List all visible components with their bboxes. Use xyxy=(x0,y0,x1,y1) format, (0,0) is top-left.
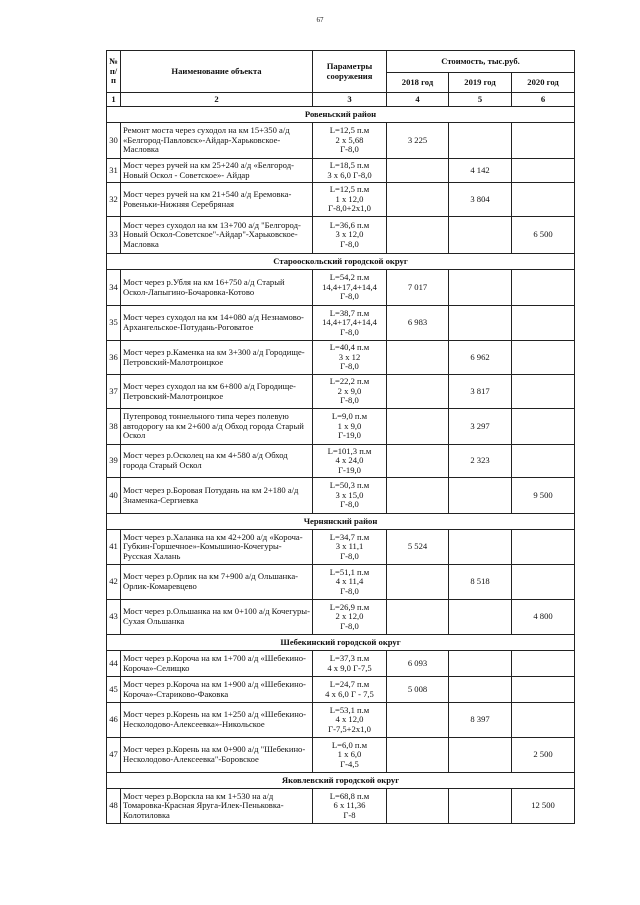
cost-2020: 12 500 xyxy=(512,789,575,824)
row-number: 32 xyxy=(107,183,121,217)
table-row xyxy=(107,703,575,738)
param-line: L=38,7 п.м xyxy=(329,307,370,318)
object-name: Мост через ручей на км 21+540 а/д Еремовка-Ровеньки-Нижняя Серебряная xyxy=(121,183,313,217)
object-params xyxy=(313,409,387,445)
cost-2020 xyxy=(512,409,575,445)
header-cost: Стоимость, тыс.руб. xyxy=(387,51,575,73)
param-line: 1 х 9,0 xyxy=(337,420,362,431)
section-header-row xyxy=(107,635,575,651)
object-name: Путепровод тоннельного типа через полевую автодорогу на км 2+600 а/д Обход города Старый Оскол xyxy=(121,409,313,445)
cost-2020 xyxy=(512,530,575,565)
cost-2019 xyxy=(449,270,512,306)
param-line: 4 х 11,4 xyxy=(335,576,364,587)
table-row xyxy=(107,677,575,703)
row-number: 42 xyxy=(107,565,121,600)
object-name: Мост через р.Короча на км 1+700 а/д «Шебекино-Короча»-Селищко xyxy=(121,651,313,677)
table-row xyxy=(107,478,575,514)
row-number: 34 xyxy=(107,270,121,306)
cost-2020 xyxy=(512,375,575,409)
param-line: 1 х 6,0 xyxy=(337,749,362,760)
column-number: 3 xyxy=(313,93,387,107)
param-line: L=26,9 п.м xyxy=(329,601,370,612)
table-body xyxy=(107,93,575,824)
cost-2018 xyxy=(387,159,449,183)
param-line: 4 х 24,0 xyxy=(335,455,364,466)
object-params xyxy=(313,478,387,514)
column-number: 4 xyxy=(387,93,449,107)
param-line: 3 х 15,0 xyxy=(335,489,364,500)
object-params xyxy=(313,445,387,478)
object-params xyxy=(313,530,387,565)
row-number: 47 xyxy=(107,738,121,773)
cost-2019: 3 804 xyxy=(449,183,512,217)
param-line: L=37,3 п.м xyxy=(329,652,370,663)
section-header-row xyxy=(107,107,575,123)
table-row xyxy=(107,651,575,677)
param-line: L=6,0 п.м xyxy=(331,739,368,750)
param-line: Г-4,5 xyxy=(340,758,359,769)
object-name: Мост через р.Орлик на км 7+900 а/д Ольшанка-Орлик-Комаревцево xyxy=(121,565,313,600)
object-params xyxy=(313,651,387,677)
cost-2020 xyxy=(512,123,575,159)
cost-2018 xyxy=(387,703,449,738)
cost-2018: 6 093 xyxy=(387,651,449,677)
header-params: Параметры сооружения xyxy=(313,51,387,93)
object-params xyxy=(313,677,387,703)
row-number: 48 xyxy=(107,789,121,824)
param-line: L=54,2 п.м xyxy=(329,272,370,283)
cost-2020 xyxy=(512,565,575,600)
object-name: Мост через р.Осколец на км 4+580 а/д Обход города Старый Оскол xyxy=(121,445,313,478)
cost-2019 xyxy=(449,738,512,773)
cost-2020: 6 500 xyxy=(512,217,575,254)
cost-2019: 8 518 xyxy=(449,565,512,600)
cost-2019 xyxy=(449,217,512,254)
cost-2018 xyxy=(387,565,449,600)
cost-2020 xyxy=(512,703,575,738)
object-params xyxy=(313,306,387,341)
object-name: Мост через р.Корень на км 1+250 а/д «Шебекино-Несколодово-Алексеевка»-Никольское xyxy=(121,703,313,738)
table-row xyxy=(107,159,575,183)
object-params xyxy=(313,703,387,738)
param-line: L=24,7 п.м xyxy=(329,678,370,689)
param-line: 14,4+17,4+14,4 xyxy=(322,317,377,328)
param-line: Г-8,0 xyxy=(340,585,359,596)
table-row xyxy=(107,738,575,773)
param-line: Г-8,0 xyxy=(340,499,359,510)
param-line: 4 х 9,0 Г-7,5 xyxy=(327,662,372,673)
cost-2018 xyxy=(387,445,449,478)
section-title: Шебекинский городской округ xyxy=(107,635,575,651)
param-line: Г-8,0 xyxy=(340,620,359,631)
row-number: 36 xyxy=(107,341,121,375)
cost-2020: 4 800 xyxy=(512,600,575,635)
cost-2018 xyxy=(387,789,449,824)
table-row xyxy=(107,530,575,565)
param-line: Г-19,0 xyxy=(338,464,361,475)
cost-2019: 8 397 xyxy=(449,703,512,738)
cost-2020: 9 500 xyxy=(512,478,575,514)
object-name: Мост через р.Корень на км 0+900 а/д "Шебекино-Несколодово-Алексеевка"-Боровское xyxy=(121,738,313,773)
param-line: 4 х 6,0 Г - 7,5 xyxy=(325,688,374,699)
param-line: L=36,6 п.м xyxy=(329,219,370,230)
param-line: L=12,5 п.м xyxy=(329,125,370,136)
object-params xyxy=(313,270,387,306)
row-number: 31 xyxy=(107,159,121,183)
cost-2018 xyxy=(387,217,449,254)
header-year-2020: 2020 год xyxy=(512,73,575,93)
cost-2020 xyxy=(512,183,575,217)
cost-2018 xyxy=(387,738,449,773)
cost-2019 xyxy=(449,651,512,677)
row-number: 33 xyxy=(107,217,121,254)
object-params xyxy=(313,341,387,375)
cost-2020: 2 500 xyxy=(512,738,575,773)
cost-2019: 4 142 xyxy=(449,159,512,183)
section-title: Старооскольский городской округ xyxy=(107,254,575,270)
cost-2018 xyxy=(387,600,449,635)
param-line: L=22,2 п.м xyxy=(329,376,370,387)
row-number: 45 xyxy=(107,677,121,703)
param-line: 1 х 12,0 xyxy=(335,193,364,204)
section-title: Ровеньский район xyxy=(107,107,575,123)
table-row xyxy=(107,409,575,445)
param-line: 3 х 11,1 xyxy=(335,541,364,552)
cost-2018: 3 225 xyxy=(387,123,449,159)
table-row xyxy=(107,375,575,409)
param-line: 2 х 5,68 xyxy=(335,134,364,145)
cost-2018 xyxy=(387,341,449,375)
row-number: 46 xyxy=(107,703,121,738)
object-name: Мост через суходол на км 6+800 а/д Городище-Петровский-Малотроицкое xyxy=(121,375,313,409)
cost-2018 xyxy=(387,478,449,514)
param-line: 6 х 11,36 xyxy=(333,800,366,811)
header-name: Наименование объекта xyxy=(121,51,313,93)
section-title: Яковлевский городской округ xyxy=(107,773,575,789)
table-row xyxy=(107,306,575,341)
param-line: L=68,8 п.м xyxy=(329,790,370,801)
header-num: № п/п xyxy=(107,51,121,93)
cost-2018 xyxy=(387,375,449,409)
cost-2020 xyxy=(512,270,575,306)
cost-2020 xyxy=(512,651,575,677)
param-line: Г-8,0 xyxy=(340,395,359,406)
param-line: Г-8,0 xyxy=(340,238,359,249)
param-line: Г-8,0+2х1,0 xyxy=(328,203,371,214)
object-params xyxy=(313,565,387,600)
object-name: Мост через р.Убля на км 16+750 а/д Старый Оскол-Лапыгино-Бочаровка-Котово xyxy=(121,270,313,306)
bridges-cost-table xyxy=(106,50,575,824)
cost-2018: 5 008 xyxy=(387,677,449,703)
param-line: L=9,0 п.м xyxy=(331,411,368,422)
param-line: L=53,1 п.м xyxy=(329,704,370,715)
cost-2020 xyxy=(512,306,575,341)
param-line: L=12,5 п.м xyxy=(329,184,370,195)
page-number: 67 xyxy=(316,16,324,24)
object-params xyxy=(313,217,387,254)
table-row xyxy=(107,270,575,306)
header-year-2019: 2019 год xyxy=(449,73,512,93)
row-number: 39 xyxy=(107,445,121,478)
row-number: 30 xyxy=(107,123,121,159)
object-params xyxy=(313,183,387,217)
cost-2019: 3 817 xyxy=(449,375,512,409)
row-number: 43 xyxy=(107,600,121,635)
cost-2019 xyxy=(449,123,512,159)
cost-2018: 7 017 xyxy=(387,270,449,306)
table-row xyxy=(107,341,575,375)
object-name: Мост через суходол на км 14+080 а/д Незнамово-Архангельское-Потудань-Роговатое xyxy=(121,306,313,341)
param-line: 2 х 12,0 xyxy=(335,611,364,622)
table-row xyxy=(107,789,575,824)
param-line: L=51,1 п.м xyxy=(329,566,370,577)
param-line: Г-19,0 xyxy=(338,430,361,441)
column-numbers-row xyxy=(107,93,575,107)
table-row xyxy=(107,183,575,217)
cost-2020 xyxy=(512,341,575,375)
table-row xyxy=(107,445,575,478)
param-line: 14,4+17,4+14,4 xyxy=(322,281,377,292)
cost-2019 xyxy=(449,789,512,824)
cost-2019 xyxy=(449,306,512,341)
cost-2019: 2 323 xyxy=(449,445,512,478)
param-line: Г-8,0 xyxy=(340,361,359,372)
column-number: 2 xyxy=(121,93,313,107)
object-params xyxy=(313,123,387,159)
object-params xyxy=(313,789,387,824)
object-name: Мост через р.Короча на км 1+900 а/д «Шебекино-Короча»-Стариково-Факовка xyxy=(121,677,313,703)
cost-2019: 6 962 xyxy=(449,341,512,375)
cost-2018 xyxy=(387,183,449,217)
cost-2019: 3 297 xyxy=(449,409,512,445)
section-title: Чернянский район xyxy=(107,514,575,530)
param-line: L=40,4 п.м xyxy=(329,342,370,353)
param-line: Г-8,0 xyxy=(340,291,359,302)
row-number: 44 xyxy=(107,651,121,677)
param-line: L=50,3 п.м xyxy=(329,480,370,491)
object-name: Мост через р.Боровая Потудань на км 2+180 а/д Знаменка-Сергиевка xyxy=(121,478,313,514)
object-params xyxy=(313,159,387,183)
param-line: 4 х 12,0 xyxy=(335,714,364,725)
cost-2019 xyxy=(449,530,512,565)
param-line: L=34,7 п.м xyxy=(329,531,370,542)
section-header-row xyxy=(107,514,575,530)
table-row xyxy=(107,565,575,600)
cost-2018: 6 983 xyxy=(387,306,449,341)
section-header-row xyxy=(107,773,575,789)
row-number: 38 xyxy=(107,409,121,445)
object-name: Мост через ручей на км 25+240 а/д «Белгород-Новый Оскол - Советское»- Айдар xyxy=(121,159,313,183)
param-line: 3 х 12 xyxy=(338,351,361,362)
object-name: Мост через суходол на км 13+700 а/д "Белгород-Новый Оскол-Советское"-Айдар"-Харьковское-Масловка xyxy=(121,217,313,254)
column-number: 1 xyxy=(107,93,121,107)
cost-2020 xyxy=(512,445,575,478)
cost-2019 xyxy=(449,600,512,635)
param-line: L=18,5 п.м xyxy=(329,159,370,170)
object-name: Мост через р.Ольшанка на км 0+100 а/д Кочегуры-Сухая Ольшанка xyxy=(121,600,313,635)
object-params xyxy=(313,600,387,635)
cost-2018 xyxy=(387,409,449,445)
cost-2018: 5 524 xyxy=(387,530,449,565)
param-line: Г-8 xyxy=(343,809,356,820)
section-header-row xyxy=(107,254,575,270)
param-line: 3 х 12,0 xyxy=(335,229,364,240)
object-name: Мост через р.Халанка на км 42+200 а/д «Короча-Губкин-Горшечное»-Комышино-Кочегуры-Русская Халань xyxy=(121,530,313,565)
param-line: Г-8,0 xyxy=(340,550,359,561)
row-number: 41 xyxy=(107,530,121,565)
row-number: 37 xyxy=(107,375,121,409)
table-row xyxy=(107,600,575,635)
row-number: 35 xyxy=(107,306,121,341)
object-name: Мост через р.Ворскла на км 1+530 на а/д Томаровка-Красная Яруга-Илек-Пеньковка-Колотиловка xyxy=(121,789,313,824)
param-line: Г-8,0 xyxy=(340,144,359,155)
cost-2020 xyxy=(512,677,575,703)
row-number: 40 xyxy=(107,478,121,514)
object-name: Ремонт моста через суходол на км 15+350 а/д «Белгород-Павловск»-Айдар-Харьковское-Масловка xyxy=(121,123,313,159)
param-line: 3 х 6,0 Г-8,0 xyxy=(327,169,372,180)
header-year-2018: 2018 год xyxy=(387,73,449,93)
param-line: Г-7,5+2х1,0 xyxy=(328,723,371,734)
cost-2019 xyxy=(449,478,512,514)
object-name: Мост через р.Каменка на км 3+300 а/д Городище-Петровский-Малотроицкое xyxy=(121,341,313,375)
table-row xyxy=(107,217,575,254)
param-line: 2 х 9,0 xyxy=(337,385,362,396)
param-line: Г-8,0 xyxy=(340,326,359,337)
param-line: L=101,3 п.м xyxy=(327,445,372,456)
column-number: 6 xyxy=(512,93,575,107)
table-row xyxy=(107,123,575,159)
cost-2019 xyxy=(449,677,512,703)
column-number: 5 xyxy=(449,93,512,107)
cost-2020 xyxy=(512,159,575,183)
object-params xyxy=(313,375,387,409)
object-params xyxy=(313,738,387,773)
